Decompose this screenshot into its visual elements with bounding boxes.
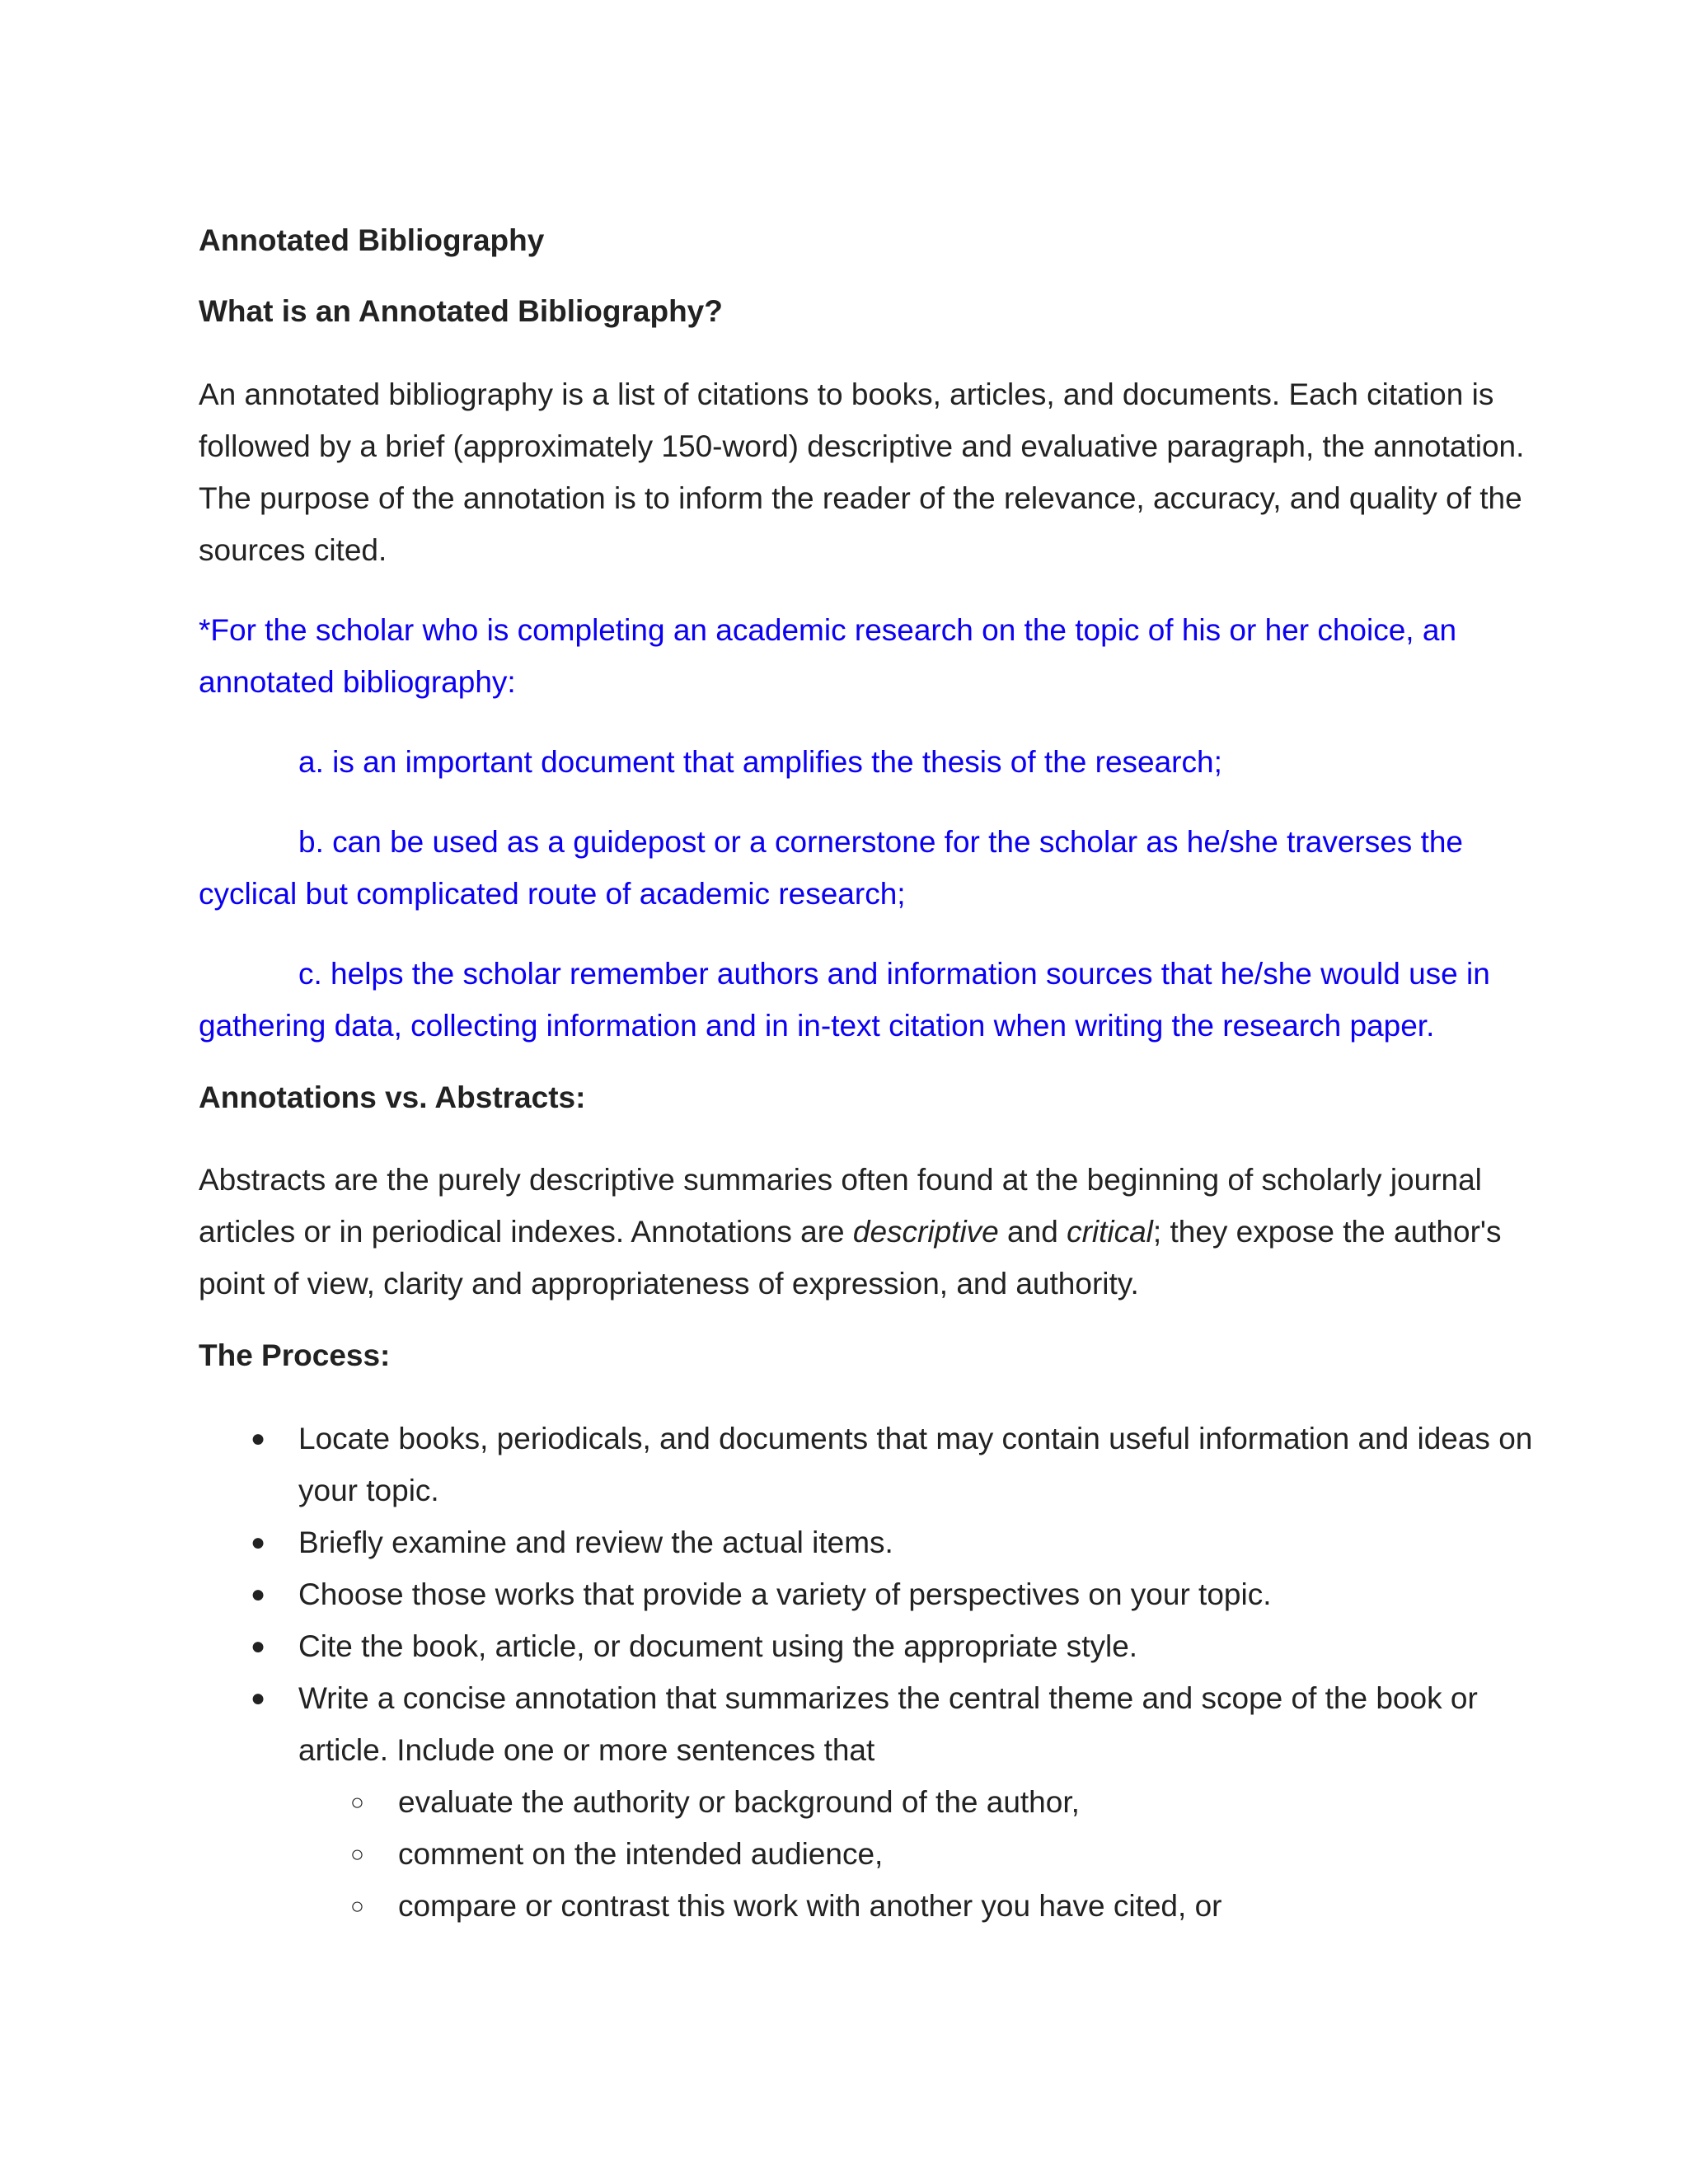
process-sub-bullet-text: compare or contrast this work with another you have cited, or: [398, 1888, 1222, 1923]
process-bullet-text: Briefly examine and review the actual items.: [298, 1525, 893, 1559]
process-sub-bullet-list: [298, 1776, 1534, 1932]
scholar-intro-paragraph: *For the scholar who is completing an academic research on the topic of his or her choice, an annotated bibliography:: [199, 612, 1457, 699]
bullet-circle-icon: ○: [350, 1840, 364, 1867]
scholar-point-b: b. can be used as a guidepost or a cornerstone for the scholar as he/she traverses the cyclical but complicated route of academic research;: [199, 824, 1464, 911]
bullet-dot-icon: ●: [251, 1684, 266, 1712]
process-sub-bullet-text: evaluate the authority or background of the author,: [398, 1784, 1080, 1819]
process-bullet-list: [199, 1413, 1534, 1932]
bullet-dot-icon: ●: [251, 1632, 266, 1660]
section-heading-what-is: What is an Annotated Bibliography?: [199, 294, 723, 329]
descriptive-italic: descriptive: [852, 1215, 999, 1249]
bullet-circle-icon: ○: [350, 1892, 364, 1919]
critical-italic: critical: [1067, 1215, 1153, 1249]
bullet-dot-icon: ●: [251, 1424, 266, 1452]
process-sub-bullet-text: comment on the intended audience,: [398, 1836, 884, 1871]
process-bullet-text: Locate books, periodicals, and documents that may contain useful information and ideas on your topic.: [298, 1421, 1533, 1507]
abstracts-text-part1: Abstracts are the purely descriptive summaries often found at the beginning of scholarly journal articles or in periodical indexes. Annotations are: [199, 1163, 1482, 1249]
process-bullet-item: [199, 1672, 1534, 1932]
bullet-dot-icon: ●: [251, 1528, 266, 1556]
process-bullet-item: [199, 1413, 1534, 1516]
abstracts-text-and: and: [998, 1215, 1067, 1249]
document-title: Annotated Bibliography: [199, 223, 545, 257]
abstracts-text-part2: ; they expose the author's point of view, clarity and appropriateness of expression, and authority.: [199, 1215, 1502, 1301]
scholar-point-a: a. is an important document that amplifies the thesis of the research;: [298, 744, 1222, 779]
bullet-circle-icon: ○: [350, 1788, 364, 1815]
section-heading-annotations-vs-abstracts: Annotations vs. Abstracts:: [199, 1080, 586, 1114]
abstracts-paragraph: [199, 1154, 1534, 1310]
process-bullet-text: Write a concise annotation that summarizes the central theme and scope of the book or article. Include one or more sentences that: [298, 1680, 1478, 1767]
definition-paragraph: An annotated bibliography is a list of citations to books, articles, and documents. Each citation is followed by a brief (approximately 150-word) descriptive and evaluative paragraph, the annotation. The purpose of the annotation is to inform the reader of the relevance, accuracy, and quality of the sources cited.: [199, 377, 1525, 567]
section-heading-process: The Process:: [199, 1338, 391, 1373]
process-sub-bullet-item: [298, 1828, 1534, 1880]
bullet-dot-icon: ●: [251, 1580, 266, 1608]
scholar-point-c: c. helps the scholar remember authors and information sources that he/she would use in gathering data, collecting information and in in-text citation when writing the research paper.: [199, 956, 1490, 1043]
process-bullet-text: Choose those works that provide a variety of perspectives on your topic.: [298, 1577, 1272, 1611]
process-sub-bullet-item: [298, 1880, 1534, 1932]
process-bullet-item: [199, 1620, 1534, 1672]
process-bullet-text: Cite the book, article, or document using the appropriate style.: [298, 1629, 1138, 1663]
process-bullet-item: [199, 1516, 1534, 1568]
document-page: [199, 223, 1534, 1932]
process-bullet-item: [199, 1568, 1534, 1620]
process-sub-bullet-item: [298, 1776, 1534, 1828]
